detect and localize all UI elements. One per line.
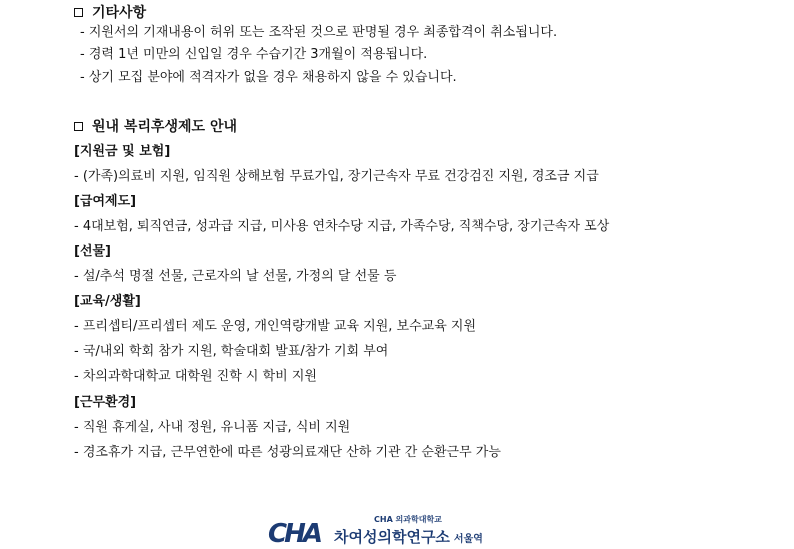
university-label: CHA 의과학대학교 — [374, 515, 442, 524]
welfare-item: - 직원 휴게실, 사내 정원, 유니폼 지급, 식비 지원 — [74, 420, 351, 435]
welfare-category-label: [급여제도] — [74, 194, 137, 209]
welfare-title-text: 원내 복리후생제도 안내 — [92, 119, 237, 135]
welfare-item: - 4대보험, 퇴직연금, 성과급 지급, 미사용 연차수당 지급, 가족수당, 직책수당, 장기근속자 포상 — [74, 219, 610, 234]
cha-logo-mark: CHA — [268, 519, 320, 549]
square-bullet-icon — [74, 8, 83, 17]
welfare-item: - 경조휴가 지급, 근무연한에 따른 성광의료재단 산하 기관 간 순환근무 가능 — [74, 445, 501, 460]
welfare-category-label: [교육/생활] — [74, 294, 141, 309]
welfare-item: - (가족)의료비 지원, 임직원 상해보험 무료가입, 장기근속자 무료 건강검진 지원, 경조금 지급 — [74, 169, 599, 184]
welfare-category-label: [지원금 및 보험] — [74, 144, 171, 159]
etc-section-title — [74, 2, 146, 22]
welfare-section-title — [74, 116, 237, 136]
welfare-category-label: [근무환경] — [74, 395, 137, 410]
etc-item: - 상기 모집 분야에 적격자가 없을 경우 채용하지 않을 수 있습니다. — [80, 70, 457, 85]
branch-name: 서울역 — [453, 534, 483, 545]
institute-name — [334, 526, 483, 547]
square-bullet-icon — [74, 122, 83, 131]
welfare-category-label: [선물] — [74, 244, 111, 259]
etc-item: - 경력 1년 미만의 신입일 경우 수습기간 3개월이 적용됩니다. — [80, 47, 428, 62]
institute-name-text: 차여성의학연구소 — [334, 528, 450, 546]
welfare-item: - 설/추석 명절 선물, 근로자의 날 선물, 가정의 달 선물 등 — [74, 269, 397, 284]
institute-logo — [268, 512, 538, 549]
welfare-item: - 차의과학대학교 대학원 진학 시 학비 지원 — [74, 369, 317, 384]
etc-title-text: 기타사항 — [92, 5, 147, 21]
etc-item: - 지원서의 기재내용이 허위 또는 조작된 것으로 판명될 경우 최종합격이 취소됩니다. — [80, 25, 558, 40]
welfare-item: - 프리셉티/프리셉터 제도 운영, 개인역량개발 교육 지원, 보수교육 지원 — [74, 319, 477, 334]
welfare-item: - 국/내외 학회 참가 지원, 학술대회 발표/참가 기회 부여 — [74, 344, 389, 359]
